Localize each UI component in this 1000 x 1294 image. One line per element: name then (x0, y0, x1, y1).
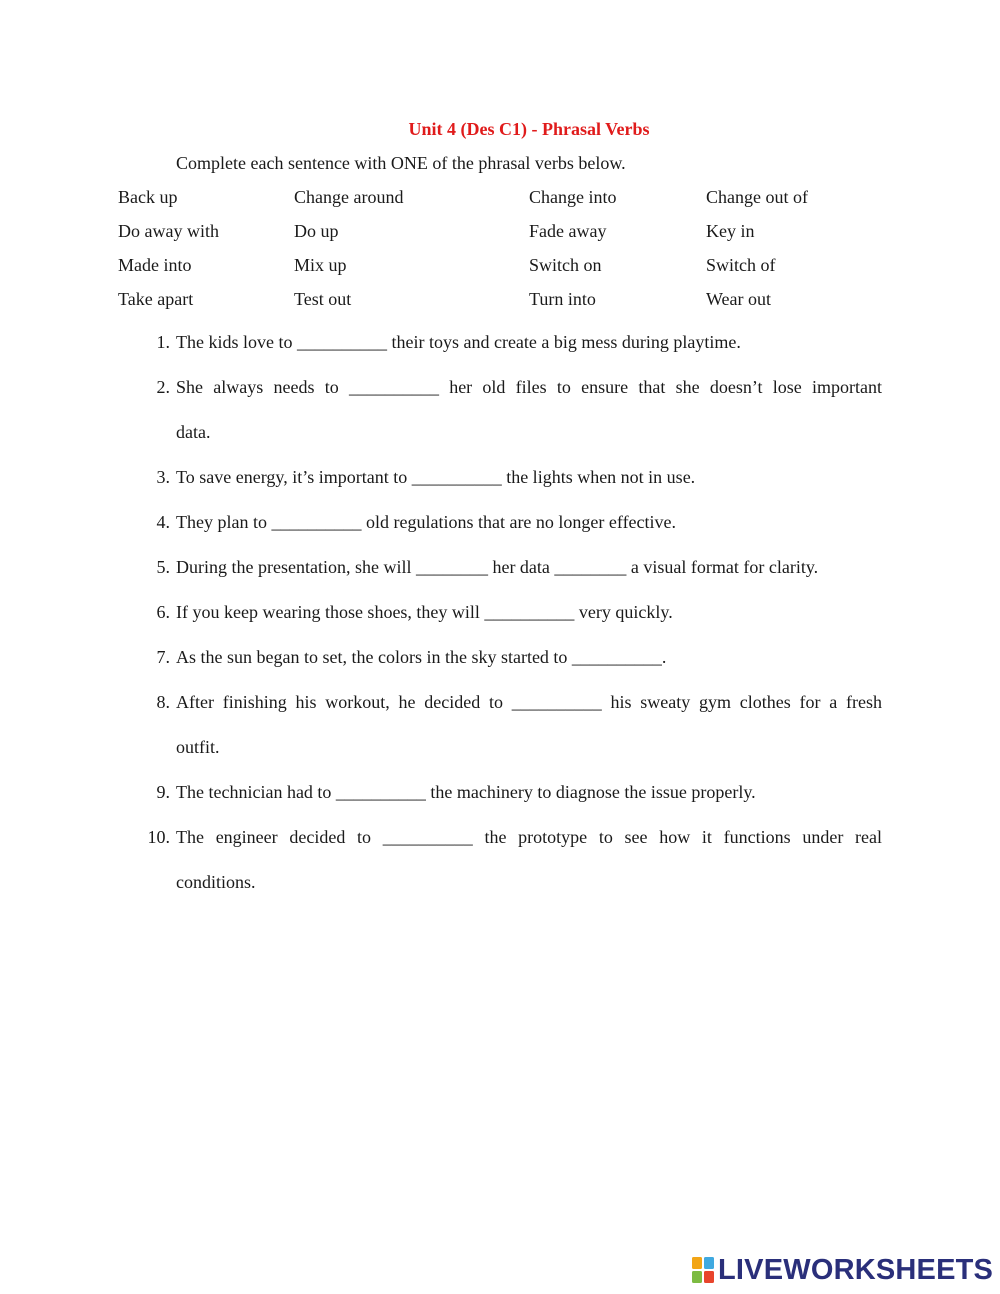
verb-option: Switch of (706, 255, 776, 275)
page-title: Unit 4 (Des C1) - Phrasal Verbs (408, 119, 650, 139)
question-line: The kids love to __________ their toys and create a big mess during playtime. (176, 332, 741, 352)
verb-bank-row (118, 185, 918, 219)
question-text (176, 770, 882, 815)
logo-block-l (692, 1257, 702, 1269)
verb-option: Back up (118, 187, 178, 207)
question-number: 6. (156, 602, 170, 622)
question-line: During the presentation, she will ________ her data ________ a visual format for clarity. (176, 557, 819, 577)
question-line: She always needs to __________ her old files to ensure that she doesn’t lose important (176, 377, 882, 397)
question-number: 3. (156, 467, 170, 487)
logo-block-v (692, 1271, 702, 1283)
question-text (176, 365, 882, 455)
question-text (176, 680, 882, 770)
question-line: conditions. (176, 872, 256, 892)
question-line: data. (176, 422, 211, 442)
liveworksheets-logo-icon (692, 1257, 714, 1283)
verb-option: Turn into (529, 289, 596, 309)
verb-option: Change into (529, 187, 617, 207)
verb-option: Do away with (118, 221, 219, 241)
verb-bank (118, 185, 918, 321)
question-text (176, 545, 882, 590)
question-line: To save energy, it’s important to __________ the lights when not in use. (176, 467, 696, 487)
question-number: 1. (156, 332, 170, 352)
question-text (176, 815, 882, 905)
question-line: After finishing his workout, he decided to __________ his sweaty gym clothes for a fresh (176, 692, 882, 712)
verb-option: Take apart (118, 289, 194, 309)
verb-option: Switch on (529, 255, 602, 275)
question-text (176, 455, 882, 500)
verb-bank-row (118, 287, 918, 321)
verb-option: Fade away (529, 221, 607, 241)
verb-option: Do up (294, 221, 339, 241)
verb-option: Wear out (706, 289, 772, 309)
question-line: outfit. (176, 737, 220, 757)
verb-bank-row (118, 219, 918, 253)
verb-option: Key in (706, 221, 755, 241)
logo-text: LIVEWORKSHEETS (718, 1254, 994, 1286)
verb-option: Test out (294, 289, 352, 309)
question-line: If you keep wearing those shoes, they will __________ very quickly. (176, 602, 673, 622)
question-number: 9. (156, 782, 170, 802)
verb-option: Mix up (294, 255, 347, 275)
logo-block-e (704, 1271, 714, 1283)
logo-block-i (704, 1257, 714, 1269)
question-number: 7. (156, 647, 170, 667)
question-text (176, 590, 882, 635)
verb-option: Change around (294, 187, 404, 207)
verb-bank-row (118, 253, 918, 287)
question-number: 5. (156, 557, 170, 577)
verb-option: Change out of (706, 187, 808, 207)
verb-option: Made into (118, 255, 192, 275)
question-line: The engineer decided to __________ the prototype to see how it functions under real (176, 827, 882, 847)
question-line: The technician had to __________ the machinery to diagnose the issue properly. (176, 782, 756, 802)
question-text (176, 635, 882, 680)
question-number: 10. (147, 827, 170, 847)
question-text (176, 320, 882, 365)
question-number: 2. (156, 377, 170, 397)
question-line: As the sun began to set, the colors in the sky started to __________. (176, 647, 667, 667)
question-number: 8. (156, 692, 170, 712)
liveworksheets-logo (692, 1253, 993, 1287)
instructions: Complete each sentence with ONE of the phrasal verbs below. (176, 153, 626, 173)
question-number: 4. (156, 512, 170, 532)
question-line: They plan to __________ old regulations that are no longer effective. (176, 512, 677, 532)
question-text (176, 500, 882, 545)
